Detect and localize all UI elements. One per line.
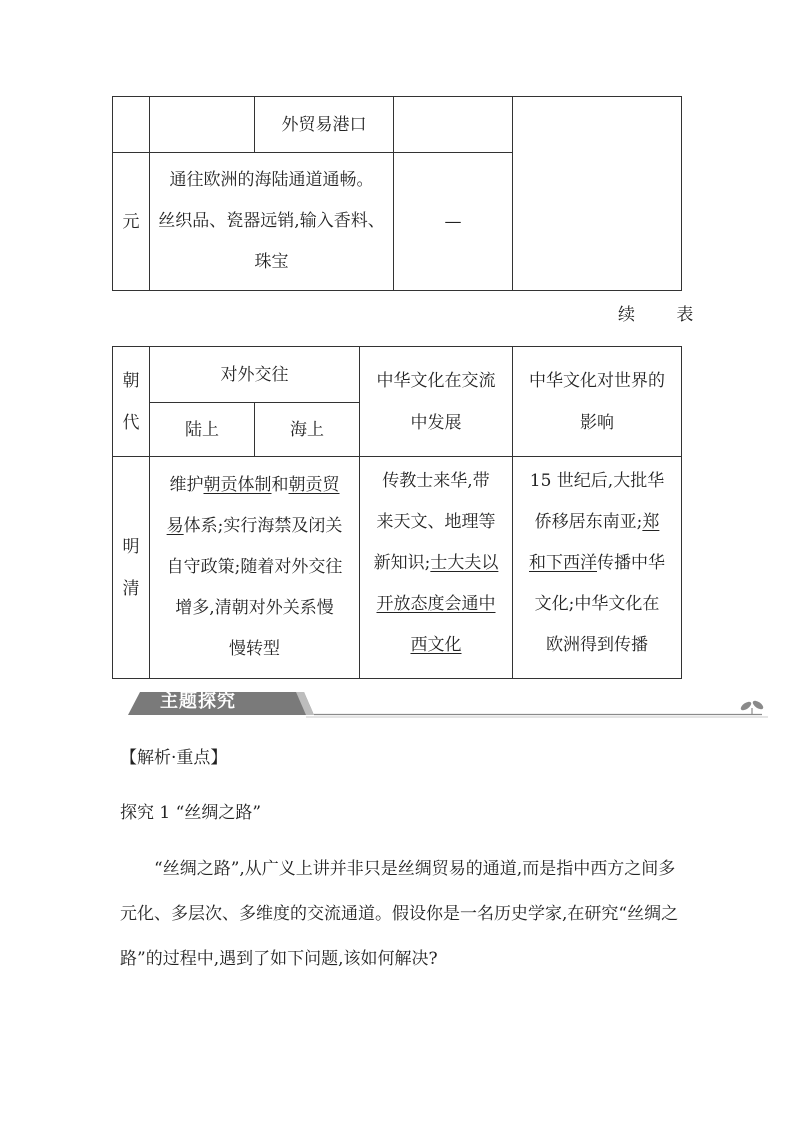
ming-qing-exchange-cell — [150, 457, 360, 679]
underlined-term: 易 — [166, 516, 184, 536]
text-line — [366, 543, 506, 584]
header-dynasty-char: 朝 — [122, 370, 140, 391]
section-label: 【解析·重点】 — [120, 748, 228, 768]
text-line — [519, 543, 675, 584]
leaf-icon — [739, 699, 764, 714]
text-line — [519, 502, 675, 543]
text-span: 新知识; — [373, 553, 431, 573]
header-dev-line: 中发展 — [410, 412, 462, 433]
text-line: 欧洲得到传播 — [546, 635, 648, 655]
table-dynasty-exchange — [112, 346, 682, 679]
header-dynasty-char: 代 — [122, 412, 140, 433]
text-line: 文化;中华文化在 — [534, 594, 660, 614]
text-line: 来天文、地理等 — [376, 512, 496, 532]
text-line — [366, 584, 506, 625]
text-line: 传教士来华,带 — [382, 471, 490, 491]
dynasty-yuan: 元 — [113, 153, 150, 291]
underlined-term: 朝贡贸 — [288, 475, 340, 495]
impact-cell-empty — [513, 97, 682, 291]
dynasty-ming-qing — [113, 457, 150, 679]
table-continued-top — [112, 96, 682, 291]
text-line: 通往欧洲的海陆通道通畅。 — [169, 170, 374, 190]
banner-title: 主题探究 — [160, 691, 236, 712]
text-line — [156, 465, 353, 506]
text-line: 丝织品、瓷器远销,输入香料、 — [158, 211, 385, 231]
text-span: 和 — [271, 475, 289, 495]
continued-label: 续 表 — [618, 305, 712, 325]
text-line: 15 世纪后,大批华 — [529, 471, 665, 491]
dynasty-char: 清 — [122, 578, 140, 599]
underlined-term: 西文化 — [410, 635, 462, 655]
text-span: 体系;实行海禁及闭关 — [183, 516, 343, 536]
header-impact — [513, 347, 682, 457]
text-line: 增多,清朝对外关系慢 — [175, 598, 334, 618]
text-line: 慢转型 — [229, 639, 280, 659]
question-title: 探究 1 “丝绸之路” — [120, 803, 262, 823]
header-dynasty — [113, 347, 150, 457]
body-paragraph: “丝绸之路”,从广义上讲并非只是丝绸贸易的通道,而是指中西方之间多元化、多层次、多维度的交流通道。假设你是一名历史学家,在研究“丝绸之路”的过程中,遇到了如下问题,该如何解决? — [120, 859, 679, 969]
underlined-term: 士大夫以 — [430, 553, 499, 573]
underlined-term: 开放态度会通中 — [376, 594, 496, 614]
underlined-term: 郑 — [642, 512, 660, 532]
text-line — [366, 625, 506, 666]
text-span: 传播中华 — [597, 553, 665, 573]
dev-cell-empty — [394, 97, 513, 153]
ming-qing-dev-cell — [360, 457, 513, 679]
land-cell-empty — [150, 97, 255, 153]
header-dev-line: 中华文化在交流 — [376, 370, 496, 391]
header-land: 陆上 — [150, 403, 255, 457]
header-impact-line: 影响 — [580, 412, 614, 433]
text-line: 珠宝 — [254, 252, 289, 272]
yuan-exchange-cell — [150, 153, 394, 291]
ming-qing-impact-cell — [513, 457, 682, 679]
header-impact-line: 中华文化对世界的 — [529, 370, 665, 391]
text-span: 维护 — [169, 475, 204, 495]
header-dev — [360, 347, 513, 457]
sea-trade-cell: 外贸易港口 — [255, 97, 394, 153]
dynasty-char: 明 — [122, 536, 140, 557]
text-line: 自守政策;随着对外交往 — [166, 557, 343, 577]
header-sea: 海上 — [255, 403, 360, 457]
dynasty-cell-empty — [113, 97, 150, 153]
underlined-term: 和下西洋 — [529, 553, 597, 573]
text-span: 侨移居东南亚; — [534, 512, 643, 532]
yuan-dev-cell: — — [394, 153, 513, 291]
text-line — [156, 506, 353, 547]
underlined-term: 朝贡体制 — [203, 475, 272, 495]
header-exchange: 对外交往 — [150, 347, 360, 403]
